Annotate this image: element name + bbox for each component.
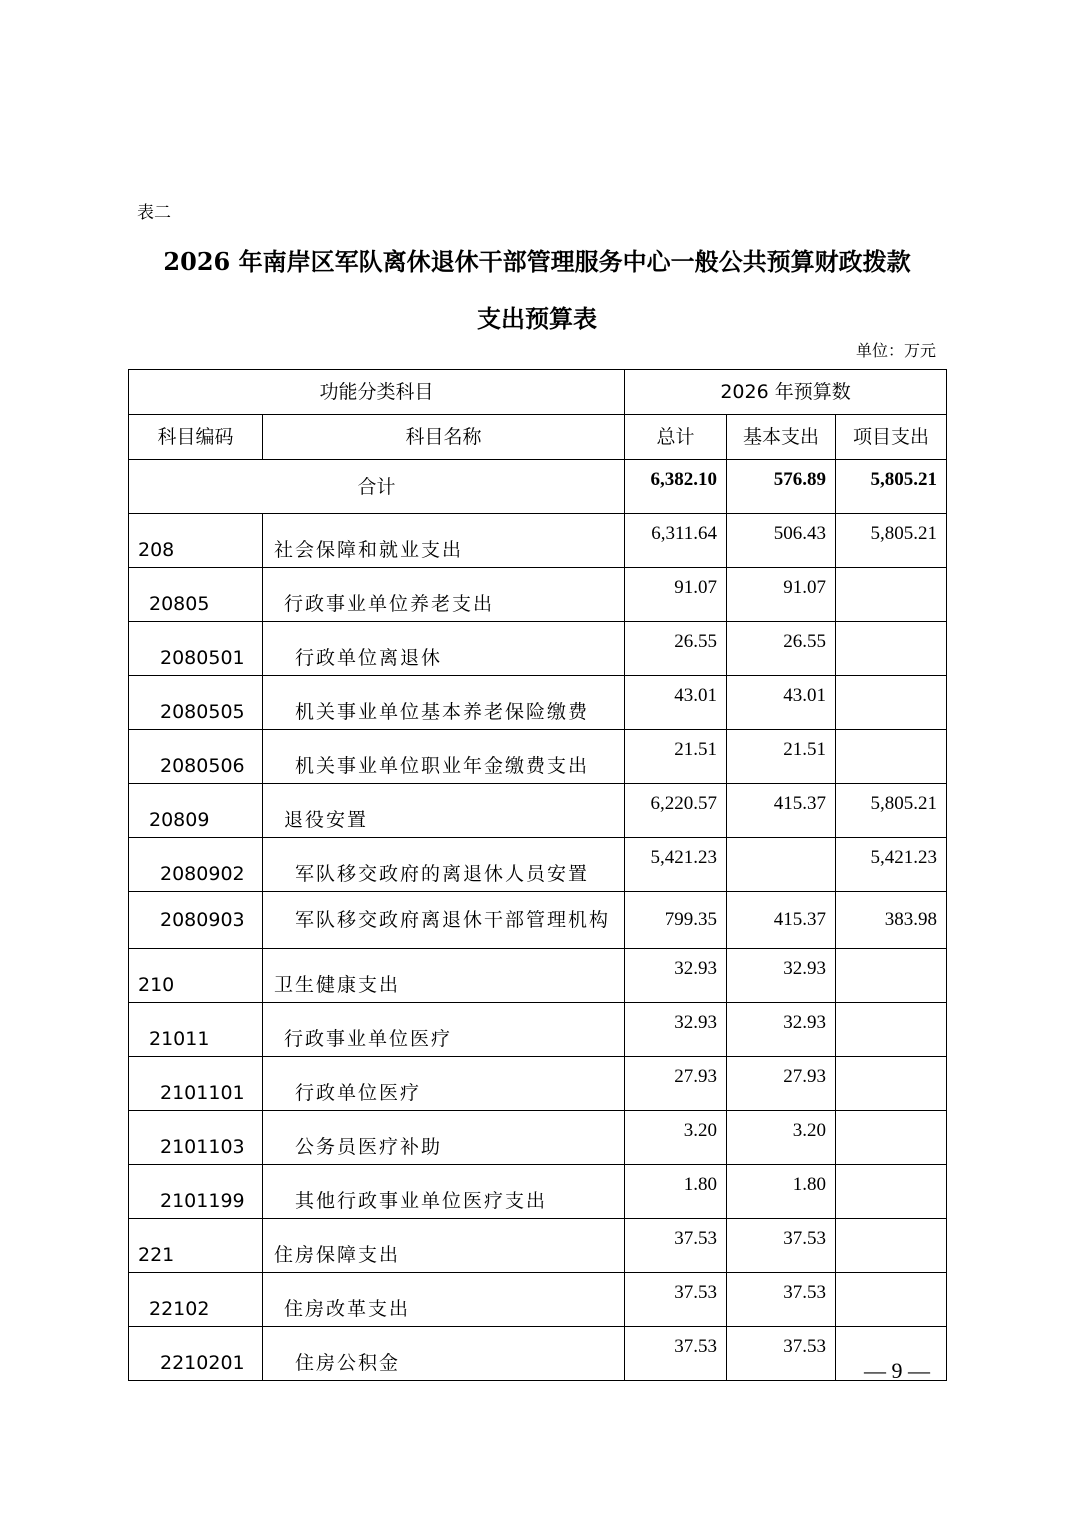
row-total: 37.53 [625,1327,727,1381]
row-name: 退役安置 [263,784,625,838]
row-total: 37.53 [625,1273,727,1327]
row-project [836,1273,947,1327]
row-basic [727,838,836,892]
row-project [836,622,947,676]
row-basic: 26.55 [727,622,836,676]
row-basic: 1.80 [727,1165,836,1219]
total-sum: 6,382.10 [625,460,727,514]
row-project: 5,805.21 [836,514,947,568]
row-basic: 37.53 [727,1327,836,1381]
row-name: 住房保障支出 [263,1219,625,1273]
row-basic: 32.93 [727,949,836,1003]
row-name: 住房改革支出 [263,1273,625,1327]
header-code: 科目编码 [129,415,263,460]
table-row [129,1003,947,1057]
row-code: 221 [129,1219,263,1273]
row-name: 社会保障和就业支出 [263,514,625,568]
row-project: 5,421.23 [836,838,947,892]
row-code: 2101101 [129,1057,263,1111]
unit-note: 单位：万元 [855,341,936,360]
row-code: 22102 [129,1273,263,1327]
table-row [129,1327,947,1381]
row-code: 20809 [129,784,263,838]
header-name: 科目名称 [263,415,625,460]
page-number: — 9 — [864,1358,930,1383]
row-total: 799.35 [625,892,727,949]
row-name: 行政单位离退休 [263,622,625,676]
row-total: 27.93 [625,1057,727,1111]
total-row [129,460,947,514]
row-project [836,1057,947,1111]
row-total: 43.01 [625,676,727,730]
row-basic: 43.01 [727,676,836,730]
row-basic: 415.37 [727,784,836,838]
row-basic: 91.07 [727,568,836,622]
row-name: 行政事业单位医疗 [263,1003,625,1057]
row-project: 5,805.21 [836,784,947,838]
table-row [129,838,947,892]
header-row-columns [129,415,947,460]
table-row [129,568,947,622]
row-name: 住房公积金 [263,1327,625,1381]
table-row [129,1273,947,1327]
table-row [129,514,947,568]
row-code: 2101199 [129,1165,263,1219]
table-row [129,1219,947,1273]
row-project [836,730,947,784]
row-project [836,1219,947,1273]
row-basic: 32.93 [727,1003,836,1057]
header-row-group [129,370,947,415]
row-code: 2210201 [129,1327,263,1381]
row-total: 32.93 [625,1003,727,1057]
row-basic: 506.43 [727,514,836,568]
table-row [129,949,947,1003]
row-total: 1.80 [625,1165,727,1219]
row-total: 21.51 [625,730,727,784]
table-row [129,622,947,676]
row-code: 21011 [129,1003,263,1057]
row-total: 5,421.23 [625,838,727,892]
row-code: 2101103 [129,1111,263,1165]
page-title-line2: 支出预算表 [477,304,597,333]
row-code: 210 [129,949,263,1003]
row-project [836,1111,947,1165]
page-title: 2026 年南岸区军队离休退休干部管理服务中心一般公共预算财政拨款 [163,247,911,276]
total-basic: 576.89 [727,460,836,514]
row-name: 公务员医疗补助 [263,1111,625,1165]
row-basic: 37.53 [727,1273,836,1327]
row-name: 机关事业单位基本养老保险缴费 [263,676,625,730]
row-basic: 3.20 [727,1111,836,1165]
row-name: 行政单位医疗 [263,1057,625,1111]
header-basic: 基本支出 [727,415,836,460]
row-project [836,568,947,622]
row-name: 其他行政事业单位医疗支出 [263,1165,625,1219]
table-row [129,676,947,730]
row-code: 2080903 [129,892,263,949]
row-total: 37.53 [625,1219,727,1273]
row-total: 32.93 [625,949,727,1003]
table-row [129,730,947,784]
row-project [836,1165,947,1219]
table-label: 表二 [137,203,171,223]
row-code: 2080501 [129,622,263,676]
row-name: 机关事业单位职业年金缴费支出 [263,730,625,784]
row-basic: 21.51 [727,730,836,784]
row-code: 2080902 [129,838,263,892]
header-project: 项目支出 [836,415,947,460]
row-total: 26.55 [625,622,727,676]
budget-table [128,369,947,1381]
total-project: 5,805.21 [836,460,947,514]
row-project [836,949,947,1003]
row-project [836,1003,947,1057]
row-basic: 27.93 [727,1057,836,1111]
row-name: 军队移交政府的离退休人员安置 [263,838,625,892]
row-code: 2080505 [129,676,263,730]
table-row [129,1111,947,1165]
table-row [129,1057,947,1111]
table-row [129,784,947,838]
row-name: 卫生健康支出 [263,949,625,1003]
row-code: 208 [129,514,263,568]
row-total: 91.07 [625,568,727,622]
row-basic: 37.53 [727,1219,836,1273]
row-name: 军队移交政府离退休干部管理机构 [263,892,625,949]
row-project: 383.98 [836,892,947,949]
header-functional-classification: 功能分类科目 [129,370,625,415]
row-name: 行政事业单位养老支出 [263,568,625,622]
row-basic: 415.37 [727,892,836,949]
row-total: 6,220.57 [625,784,727,838]
total-label: 合计 [129,460,625,514]
row-total: 3.20 [625,1111,727,1165]
table-row [129,892,947,949]
header-budget-2026: 2026 年预算数 [625,370,947,415]
row-code: 20805 [129,568,263,622]
row-code: 2080506 [129,730,263,784]
header-total: 总计 [625,415,727,460]
row-total: 6,311.64 [625,514,727,568]
row-project [836,676,947,730]
table-row [129,1165,947,1219]
